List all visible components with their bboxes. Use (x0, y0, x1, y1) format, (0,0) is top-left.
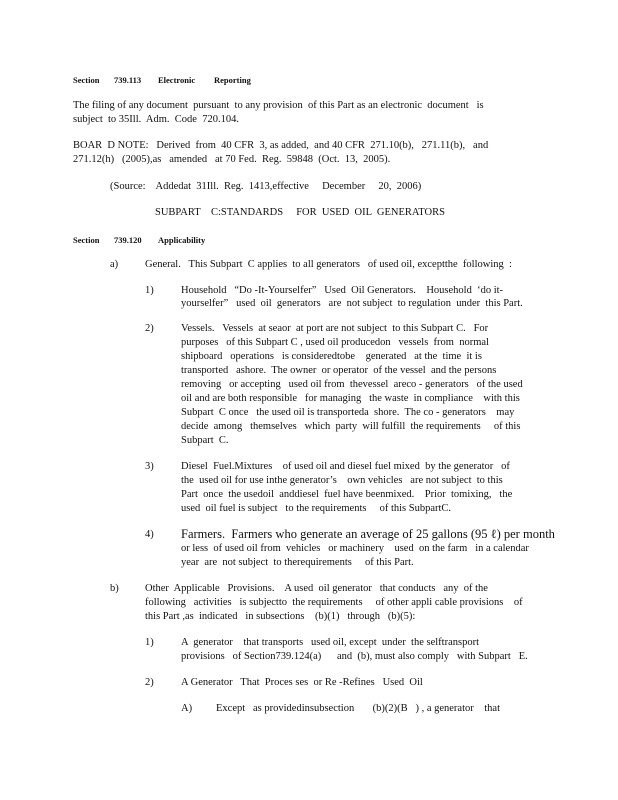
item-line: Diesel Fuel.Mixtures of used oil and diesel fuel mixed by the generator of (181, 461, 510, 472)
item-marker: A) (181, 703, 193, 714)
item-text: Except as providedinsubsection (b)(2)(B ) , a generator that (216, 703, 500, 714)
item-line: used oil fuel is subject to the requirements of this SubpartC. (181, 503, 452, 514)
item-marker: 1) (145, 285, 154, 296)
item-marker: b) (110, 583, 119, 594)
item-line: A generator that transports used oil, except under the selftransport (181, 637, 479, 648)
item-line: shipboard operations is consideredtobe generated at the time it is (181, 351, 482, 362)
section-title: Applicability (158, 235, 206, 245)
item-line: year are not subject to therequirements of this Part. (181, 557, 414, 568)
source-note: (Source: Addedat 31Ill. Reg. 1413,effective December 20, 2006) (110, 181, 422, 192)
item-marker: 2) (145, 323, 154, 334)
item-marker: 3) (145, 461, 154, 472)
item-line: Household “Do -It-Yourselfer” Used Oil Generators. Household ‘do it- (181, 285, 504, 296)
item-line: Subpart C. (181, 435, 229, 446)
item-line: removing or accepting used oil from thevessel areco - generators of the used (181, 379, 523, 390)
section-title-word: Electronic (158, 75, 196, 85)
item-line: Subpart C once the used oil is transporteda shore. The co - generators may (181, 407, 515, 418)
board-note-line: 271.12(h) (2005),as amended at 70 Fed. Reg. 59848 (Oct. 13, 2005). (73, 154, 391, 165)
item-marker: a) (110, 259, 119, 270)
item-line: purposes of this Subpart C , used oil producedon vessels from normal (181, 337, 489, 348)
section-number: 739.120 (114, 235, 142, 245)
item-line: following activities is subjectto the requirements of other appli cable provisions of (145, 597, 523, 608)
item-line: Other Applicable Provisions. A used oil generator that conducts any of the (145, 583, 488, 594)
item-marker: 2) (145, 677, 154, 688)
subpart-heading: SUBPART C:STANDARDS FOR USED OIL GENERATORS (155, 207, 445, 218)
item-line: oil and are both responsible for managing the waste in compliance with this (181, 393, 520, 404)
item-line: yourselfer” used oil generators are not subject to regulation under this Part. (181, 298, 523, 309)
item-marker: 4) (145, 529, 154, 540)
item-line: Part once the usedoil anddiesel fuel have beenmixed. Prior tomixing, the (181, 489, 513, 500)
item-line: provisions of Section739.124(a) and (b), must also comply with Subpart E. (181, 651, 528, 662)
item-line: Farmers. Farmers who generate an average of 25 gallons (95 ℓ) per month (181, 527, 555, 541)
item-text: A Generator That Proces ses or Re -Refines Used Oil (181, 677, 423, 688)
item-line: this Part ,as indicated in subsections (b)(1) through (b)(5): (145, 611, 416, 622)
item-line: Vessels. Vessels at seaor at port are not subject to this Subpart C. For (181, 323, 489, 334)
board-note-line: BOAR D NOTE: Derived from 40 CFR 3, as added, and 40 CFR 271.10(b), 271.11(b), and (73, 140, 489, 151)
section-number: 739.113 (114, 75, 142, 85)
section-label: Section (73, 235, 100, 245)
section-label: Section (73, 75, 100, 85)
paragraph-line: subject to 35Ill. Adm. Code 720.104. (73, 114, 239, 125)
item-line: decide among themselves which party will fulfill the requirements of this (181, 421, 521, 432)
section-title-word: Reporting (214, 75, 251, 85)
item-line: the used oil for use inthe generator’s own vehicles are not subject to this (181, 475, 503, 486)
item-line: or less of used oil from vehicles or machinery used on the farm in a calendar (181, 543, 529, 554)
item-text: General. This Subpart C applies to all generators of used oil, exceptthe following : (145, 259, 512, 270)
paragraph-line: The filing of any document pursuant to any provision of this Part as an electronic document is (73, 100, 484, 111)
item-line: transported ashore. The owner or operator of the vessel and the persons (181, 365, 497, 376)
item-marker: 1) (145, 637, 154, 648)
